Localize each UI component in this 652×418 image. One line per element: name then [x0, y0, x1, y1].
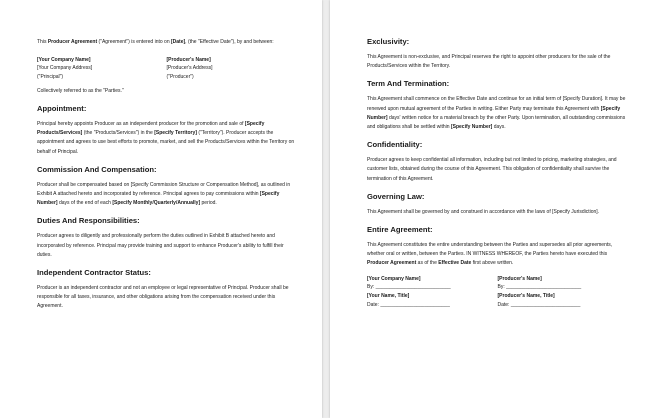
text-span: ("Territory"). Producer accepts the appointment and agrees to use best efforts to promote, market, and sell the Products/Services within the Territory on behalf of Principal. [37, 130, 295, 155]
section-heading-exclusivity: Exclusivity: [367, 37, 410, 46]
text-span: days. [492, 124, 506, 131]
intro-paragraph [37, 38, 296, 47]
section-heading-contractor: Independent Contractor Status: [37, 268, 151, 278]
bold-span: [Specify Products/Services] [37, 121, 265, 137]
section-heading-entire-agreement: Entire Agreement: [367, 225, 433, 235]
exclusivity-paragraph: This Agreement is non-exclusive, and Principal reserves the right to appoint other producers for the sale of the Products/Services within the Territory. [367, 54, 611, 70]
section-heading-commission: Commission And Compensation: [37, 164, 157, 174]
section-heading-confidentiality: Confidentiality: [367, 140, 423, 150]
term-paragraph [367, 95, 628, 132]
bold-span: [Specify Number] [450, 124, 493, 131]
page-content [37, 38, 296, 312]
text-span: This Agreement shall commence on the Effective Date and continue for an initial term of [Specify Duration]. It may be renewed upon mutual agreement of the Parties in writing. Either Party may terminate this Agreement with [367, 96, 626, 112]
signature-date-line: Date: _________________________ [367, 302, 450, 309]
page-content [367, 37, 628, 310]
party-address: [Producer's Address] [166, 65, 213, 72]
bold-span: Effective Date [438, 260, 472, 267]
bold-span: [Date] [171, 39, 186, 45]
bold-span: [Specify Number] [37, 191, 280, 207]
section-heading-appointment: Appointment: [37, 104, 87, 114]
signature-date-line: Date: _________________________ [497, 302, 581, 309]
signature-principal [367, 275, 498, 310]
text-span: Principal hereby appoints Producer as an independent producer for the promotion and sale of [37, 121, 245, 128]
party-role: ("Producer") [166, 73, 194, 80]
text-span: days' written notice for a material breach by the other Party. Upon termination, all outstanding commissions and obligations shall be settled within [367, 114, 626, 131]
document-page-right [330, 0, 652, 418]
bold-span: [Specify Monthly/Quarterly/Annually] [112, 200, 201, 207]
governing-law-paragraph: This Agreement shall be governed by and construed in accordance with the laws of [Specify Jurisdiction]. [367, 208, 600, 215]
bold-span: [Specify Territory] [154, 130, 197, 137]
signature-block [367, 275, 628, 310]
bold-span: Producer Agreement [47, 39, 98, 45]
document-page-left [0, 0, 322, 418]
signature-line: By: ___________________________ [367, 284, 451, 291]
signature-producer [498, 275, 629, 310]
text-span: days of the end of each [57, 200, 113, 207]
collectively-text: Collectively referred to as the "Parties." [37, 87, 124, 94]
parties-block [37, 56, 296, 81]
text-span: period. [200, 200, 217, 207]
text-span: as of the [416, 260, 439, 267]
entire-agreement-paragraph [367, 241, 628, 269]
party-address: [Your Company Address] [37, 65, 93, 72]
text-span: This Agreement constitutes the entire understanding between the Parties and supersedes all prior agreements, whether oral or written, between the Parties. IN WITNESS WHEREOF, the Parties hereto have executed this [367, 242, 613, 258]
text-span: Producer shall be compensated based on [Specify Commission Structure or Compensation Method], as outlined in Exhibit A attached hereto and incorporated by reference. Principal agrees to pay commissions within [37, 181, 291, 198]
section-heading-governing-law: Governing Law: [367, 191, 425, 201]
signatory-company: [Producer's Name] [497, 275, 542, 282]
section-heading-duties: Duties And Responsibilities: [37, 216, 140, 226]
party-role: ("Principal") [37, 73, 64, 80]
appointment-paragraph [37, 120, 296, 157]
signatory-company: [Your Company Name] [367, 275, 421, 282]
bold-span: [Specify Number] [367, 105, 621, 121]
text-span: , (the "Effective Date"), by and between: [185, 39, 274, 45]
section-heading-term: Term And Termination: [367, 79, 450, 89]
signatory-name-title: [Producer's Name, Title] [497, 293, 555, 300]
text-span: This [37, 39, 48, 45]
duties-paragraph: Producer agrees to diligently and professionally perform the duties outlined in Exhibit B attached hereto and incorporated by reference. Principal may provide training and support to enhance Producer's ability to fulfill their duties. [37, 233, 284, 258]
confidentiality-paragraph: Producer agrees to keep confidential all information, including but not limited to pricing, marketing strategies, and customer lists, obtained during the course of this Agreement. This obligation of confidentiality shall survive the termination of this Agreement. [367, 157, 617, 182]
signature-line: By: ___________________________ [497, 284, 582, 291]
contractor-paragraph: Producer is an independent contractor and not an employee or legal representative of Principal. Producer shall be responsible for all taxes, insurance, and other obligations arising from the compensation received under this Agreement. [37, 285, 289, 310]
text-span: ("Agreement") is entered into on [97, 39, 171, 45]
party-name: [Producer's Name] [166, 57, 211, 64]
party-name: [Your Company Name] [37, 57, 91, 64]
text-span: (the "Products/Services") in the [82, 130, 155, 137]
text-span: first above written. [471, 260, 514, 267]
signatory-name-title: [Your Name, Title] [367, 293, 410, 300]
party-principal [37, 56, 167, 81]
party-producer [167, 56, 297, 81]
bold-span: Producer Agreement [367, 260, 417, 267]
commission-paragraph [37, 181, 296, 209]
